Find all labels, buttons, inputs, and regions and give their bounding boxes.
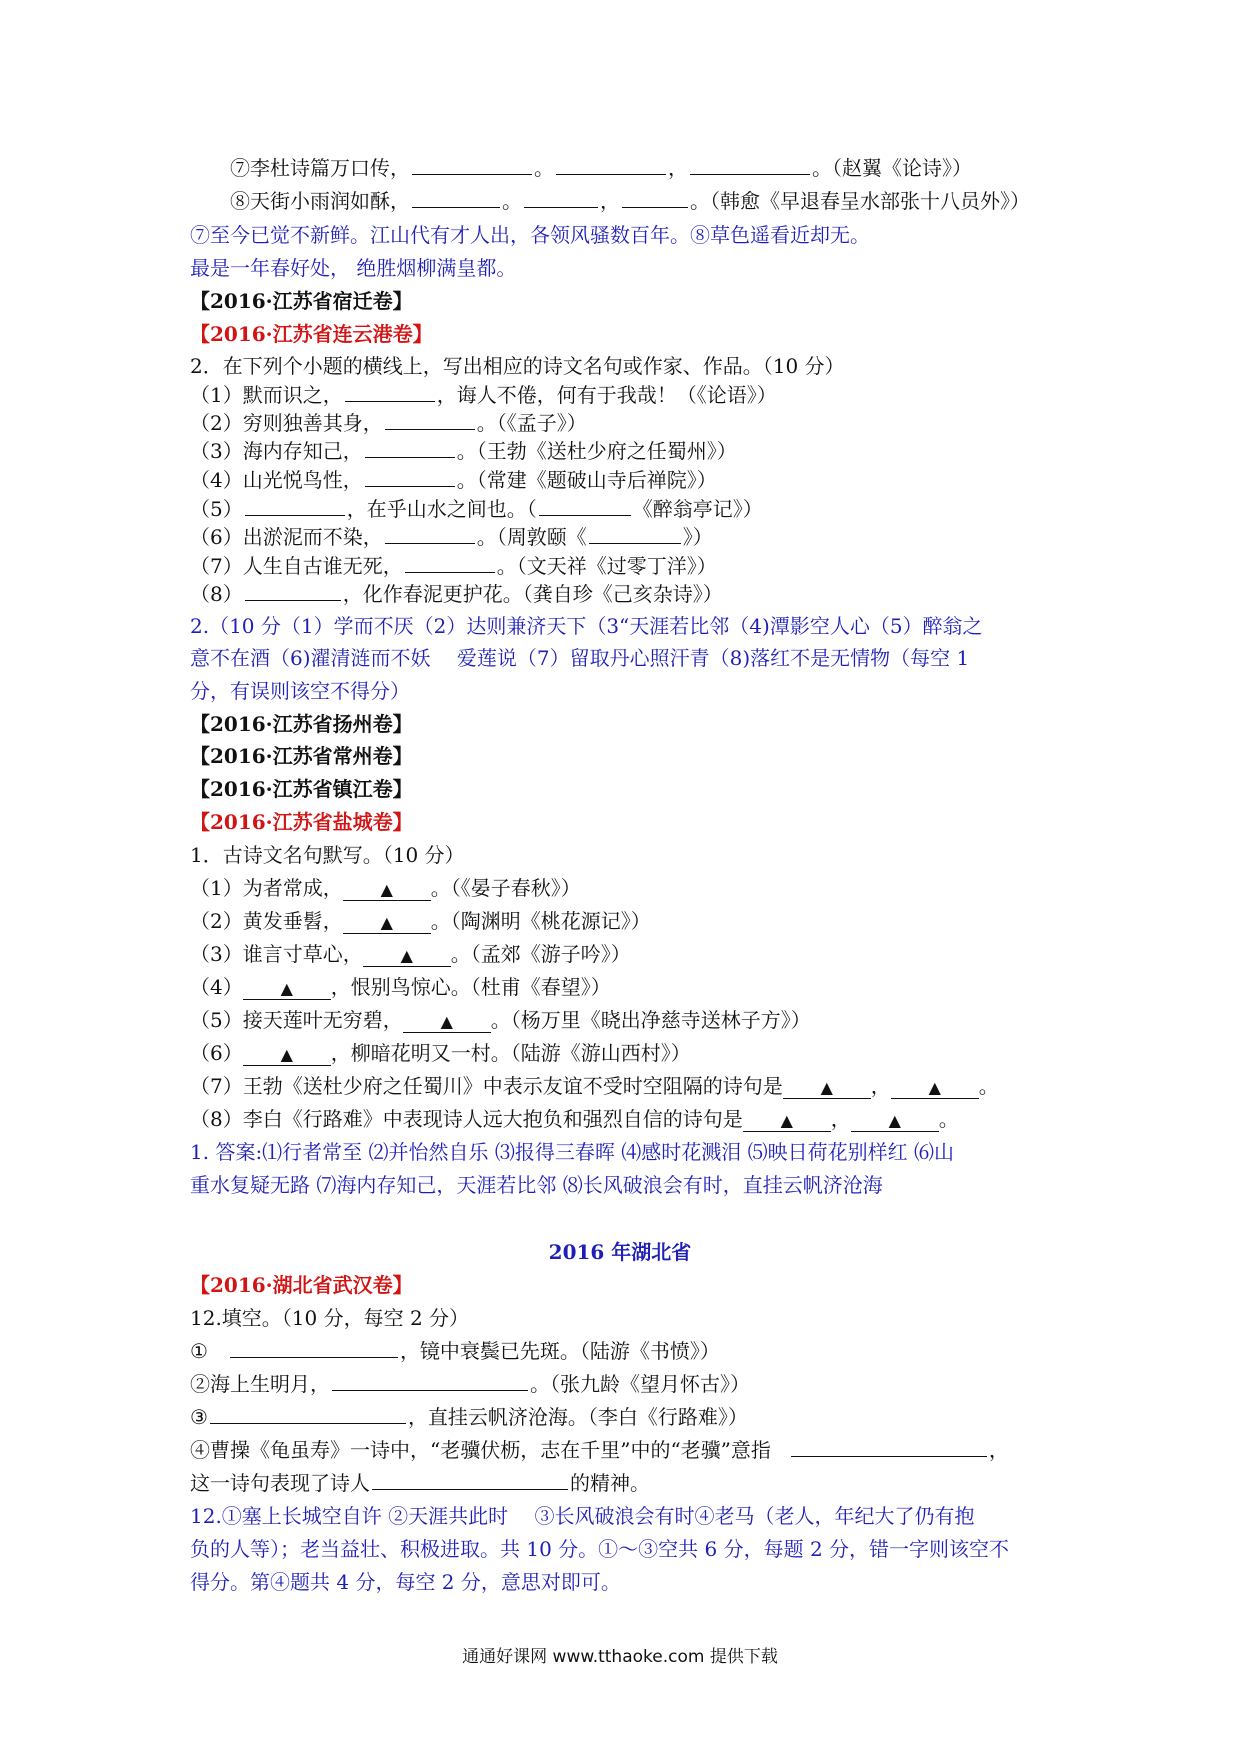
answer-blank bbox=[524, 187, 598, 208]
question-item bbox=[190, 552, 717, 580]
text: ① bbox=[190, 1339, 208, 1363]
text: 。 bbox=[938, 1107, 959, 1131]
section-heading: 【2016·江苏省盐城卷】 bbox=[190, 810, 413, 834]
text: 。（孟郊《游子吟》） bbox=[450, 942, 631, 966]
text: （7）人生自古谁无死， bbox=[190, 554, 403, 578]
text: 这一诗句表现了诗人 bbox=[190, 1471, 370, 1495]
answer-blank bbox=[412, 187, 500, 208]
text: ，在乎山水之间也。（ bbox=[346, 497, 537, 521]
answer-blank bbox=[539, 495, 631, 516]
answer-blank bbox=[245, 495, 345, 516]
text: ④曹操《龟虽寿》一诗中，“老骥伏枥，志在千里”中的“老骥”意指 bbox=[190, 1438, 771, 1462]
answer-blank bbox=[365, 466, 455, 487]
question-item bbox=[190, 1039, 691, 1067]
triangle-marker-icon: ▲ bbox=[743, 1111, 831, 1132]
text: （8） bbox=[190, 582, 243, 606]
question-item bbox=[190, 437, 737, 465]
poem-line-7 bbox=[230, 154, 972, 182]
answer-blank bbox=[365, 437, 455, 458]
text: （4）山光悦鸟性， bbox=[190, 468, 363, 492]
question-item bbox=[190, 409, 587, 437]
text: 。（王勃《送杜少府之任蜀州》） bbox=[456, 439, 737, 463]
text: 的精神。 bbox=[570, 1471, 650, 1495]
question-item bbox=[190, 1337, 720, 1365]
text: 。（张九龄《望月怀古》） bbox=[530, 1372, 750, 1396]
text: ， bbox=[870, 1074, 891, 1098]
question-item bbox=[190, 1370, 750, 1398]
text: （3）谁言寸草心， bbox=[190, 942, 363, 966]
text: 。（《晏子春秋》） bbox=[430, 876, 581, 900]
text: （6） bbox=[190, 1041, 243, 1065]
text: （1）默而识之， bbox=[190, 383, 343, 407]
answer-blank bbox=[690, 154, 810, 175]
answer-text: 重水复疑无路 ⑺海内存知己，天涯若比邻 ⑻长风破浪会有时，直挂云帆济沧海 bbox=[190, 1173, 883, 1197]
answer-blank bbox=[210, 1403, 406, 1424]
text: 。（杨万里《晓出净慈寺送林子方》） bbox=[490, 1008, 811, 1032]
section-heading: 【2016·江苏省镇江卷】 bbox=[190, 777, 413, 801]
text: 。（文天祥《过零丁洋》） bbox=[496, 554, 717, 578]
answer-blank bbox=[412, 154, 532, 175]
answer-blank bbox=[372, 1469, 568, 1490]
answer-text: ⑦至今已觉不新鲜。江山代有才人出，各领风骚数百年。⑧草色遥看近却无。 bbox=[190, 223, 870, 247]
answer-blank bbox=[405, 552, 495, 573]
text: 。（常建《题破山寺后禅院》） bbox=[456, 468, 717, 492]
text: 。（韩愈《早退春呈水部张十八员外》） bbox=[690, 189, 1030, 213]
answer-blank bbox=[385, 409, 475, 430]
text: ③ bbox=[190, 1405, 208, 1429]
text: 》） bbox=[682, 525, 713, 549]
text: 。 bbox=[534, 156, 554, 180]
text: ，柳暗花明又一村。（陆游《游山西村》） bbox=[330, 1041, 691, 1065]
answer-text: 最是一年春好处， 绝胜烟柳满皇都。 bbox=[190, 256, 517, 280]
triangle-marker-icon: ▲ bbox=[243, 979, 331, 1000]
text: （5） bbox=[190, 497, 243, 521]
question-item bbox=[190, 1105, 959, 1133]
question-title: 2．在下列个小题的横线上，写出相应的诗文名句或作家、作品。（10 分） bbox=[190, 354, 845, 378]
question-item bbox=[190, 495, 763, 523]
triangle-marker-icon: ▲ bbox=[343, 913, 431, 934]
answer-text: 分，有误则该空不得分） bbox=[190, 679, 410, 703]
triangle-marker-icon: ▲ bbox=[243, 1045, 331, 1066]
question-item bbox=[190, 381, 777, 409]
section-heading: 【2016·江苏省扬州卷】 bbox=[190, 712, 413, 736]
answer-blank bbox=[556, 154, 666, 175]
section-title: 2016 年湖北省 bbox=[548, 1240, 692, 1264]
text: （8）李白《行路难》中表现诗人远大抱负和强烈自信的诗句是 bbox=[190, 1107, 743, 1131]
text: ，直挂云帆济沧海。（李白《行路难》） bbox=[407, 1405, 748, 1429]
poem-line-8 bbox=[230, 187, 1030, 215]
text: 《醉翁亭记》） bbox=[632, 497, 763, 521]
question-item bbox=[190, 973, 611, 1001]
question-item bbox=[190, 907, 651, 935]
text: （5）接天莲叶无穷碧， bbox=[190, 1008, 403, 1032]
answer-text: 12.①塞上长城空自许 ②天涯共此时 ③长风破浪会有时④老马（老人，年纪大了仍有抱 bbox=[190, 1504, 975, 1528]
section-heading: 【2016·湖北省武汉卷】 bbox=[190, 1273, 413, 1297]
answer-text: 意不在酒（6)濯清涟而不妖 爱莲说（7）留取丹心照汗青（8)落红不是无情物（每空 1 bbox=[190, 646, 970, 670]
text: 。 bbox=[502, 189, 522, 213]
answer-text: 得分。第④题共 4 分，每空 2 分，意思对即可。 bbox=[190, 1570, 621, 1594]
question-item bbox=[190, 874, 581, 902]
text: 。（周敦颐《 bbox=[476, 525, 587, 549]
triangle-marker-icon: ▲ bbox=[851, 1111, 939, 1132]
triangle-marker-icon: ▲ bbox=[343, 880, 431, 901]
text: 。（陶渊明《桃花源记》） bbox=[430, 909, 651, 933]
text: ⑦李杜诗篇万口传， bbox=[230, 156, 410, 180]
answer-blank bbox=[791, 1436, 987, 1457]
text: （7）王勃《送杜少府之任蜀川》中表示友谊不受时空阻隔的诗句是 bbox=[190, 1074, 783, 1098]
answer-blank bbox=[385, 523, 475, 544]
triangle-marker-icon: ▲ bbox=[783, 1078, 871, 1099]
text: ， bbox=[830, 1107, 851, 1131]
text: ， bbox=[668, 156, 688, 180]
text: （2）穷则独善其身， bbox=[190, 411, 383, 435]
question-title: 1．古诗文名句默写。（10 分） bbox=[190, 843, 465, 867]
text: ，镜中衰鬓已先斑。（陆游《书愤》） bbox=[399, 1339, 720, 1363]
answer-text: 负的人等）；老当益壮、积极进取。共 10 分。①～③空共 6 分，每题 2 分，错一字则该空不 bbox=[190, 1537, 1010, 1561]
question-item bbox=[190, 523, 713, 551]
text: 。（《孟子》） bbox=[476, 411, 587, 435]
text: ⑧天街小雨润如酥， bbox=[230, 189, 410, 213]
question-item bbox=[190, 1072, 999, 1100]
section-heading: 【2016·江苏省宿迁卷】 bbox=[190, 289, 413, 313]
text: 。 bbox=[978, 1074, 999, 1098]
text: （2）黄发垂髫， bbox=[190, 909, 343, 933]
answer-blank bbox=[345, 381, 435, 402]
section-heading: 【2016·江苏省常州卷】 bbox=[190, 744, 413, 768]
text: （1）为者常成， bbox=[190, 876, 343, 900]
text: ， bbox=[988, 1438, 1009, 1462]
triangle-marker-icon: ▲ bbox=[363, 946, 451, 967]
text: （4） bbox=[190, 975, 243, 999]
page-footer: 通通好课网 www.tthaoke.com 提供下载 bbox=[462, 1647, 778, 1667]
text: ，恨别鸟惊心。（杜甫《春望》） bbox=[330, 975, 611, 999]
section-heading: 【2016·江苏省连云港卷】 bbox=[190, 322, 433, 346]
answer-text: 1. 答案:⑴行者常至 ⑵并怡然自乐 ⑶报得三春晖 ⑷感时花溅泪 ⑸映日荷花别样红 ⑹山 bbox=[190, 1140, 954, 1164]
answer-text: 2.（10 分（1）学而不厌（2）达则兼济天下（3“天涯若比邻（4)潭影空人心（5）醉翁之 bbox=[190, 614, 983, 638]
question-item bbox=[190, 1006, 811, 1034]
text: （6）出淤泥而不染， bbox=[190, 525, 383, 549]
answer-blank bbox=[622, 187, 688, 208]
question-item bbox=[190, 1436, 1009, 1464]
answer-blank bbox=[589, 523, 681, 544]
text: ，诲人不倦，何有于我哉！（《论语》） bbox=[436, 383, 777, 407]
question-item bbox=[190, 1403, 748, 1431]
question-title: 12.填空。（10 分，每空 2 分） bbox=[190, 1306, 470, 1330]
question-item bbox=[190, 466, 717, 494]
question-item bbox=[190, 940, 631, 968]
triangle-marker-icon: ▲ bbox=[891, 1078, 979, 1099]
answer-blank bbox=[332, 1370, 528, 1391]
text: ， bbox=[600, 189, 620, 213]
question-item bbox=[190, 580, 723, 608]
text: 。（赵翼《论诗》） bbox=[812, 156, 972, 180]
answer-blank bbox=[230, 1337, 398, 1358]
question-item bbox=[190, 1469, 650, 1497]
text: ，化作春泥更护花。（龚自珍《己亥杂诗》） bbox=[342, 582, 723, 606]
answer-blank bbox=[245, 580, 341, 601]
text: ②海上生明月， bbox=[190, 1372, 330, 1396]
triangle-marker-icon: ▲ bbox=[403, 1012, 491, 1033]
text: （3）海内存知己， bbox=[190, 439, 363, 463]
